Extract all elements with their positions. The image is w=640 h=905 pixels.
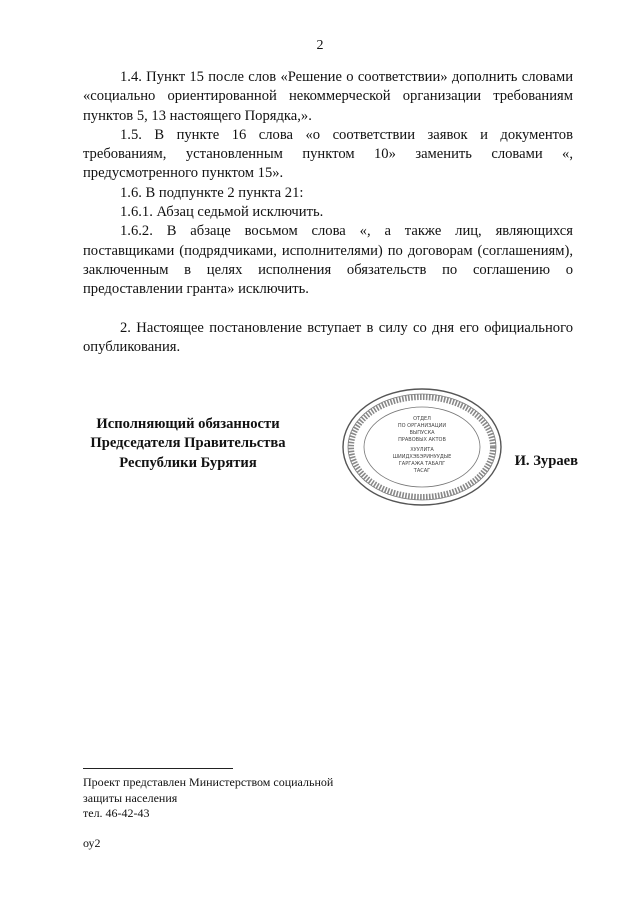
seal-text-3: ВЫПУСКА	[409, 430, 435, 436]
page-number: 2	[316, 38, 324, 53]
paragraph-1-6-1: 1.6.1. Абзац седьмой исключить.	[120, 204, 324, 221]
signatory-title-line-2: Председателя Правительства	[90, 435, 286, 452]
seal-text-8: ТАСАГ	[413, 468, 431, 474]
seal-text-4: ПРАВОВЫХ АКТОВ	[398, 437, 446, 443]
seal-text-7: ГАРГАЖА ТАБАЛГ	[398, 461, 446, 467]
footnote-phone: тел. 46-42-43	[83, 806, 150, 820]
signatory-title	[83, 415, 293, 473]
signatory-title-line-1: Исполняющий обязанности	[96, 416, 280, 432]
paragraph-1-6: 1.6. В подпункте 2 пункта 21:	[120, 184, 304, 201]
paragraph-1-5: 1.5. В пункте 16 слова «о соответствии заявок и документов требованиям, установленным пунктом 10» заменить словами «, предусмотренного пунктом 15».	[83, 126, 573, 182]
seal-text-2: ПО ОРГАНИЗАЦИИ	[397, 423, 447, 429]
footnote-line-2: защиты населения	[83, 790, 178, 805]
official-seal-stamp	[341, 387, 504, 507]
seal-text-6: ШИИДХЭБЭРИНУУДЫЕ	[392, 454, 452, 460]
document-code: оу2	[83, 836, 101, 850]
seal-text-5: ХУУЛИТА	[410, 447, 434, 453]
footnote-divider	[83, 768, 233, 769]
signer-name: И. Зураев	[514, 453, 578, 469]
footnote-line-1: Проект представлен Министерством социальной	[83, 775, 334, 789]
footnote	[83, 775, 333, 822]
paragraph-1-6-2: 1.6.2. В абзаце восьмом слова «, а также лиц, являющихся поставщиками (подрядчиками, исполнителями) по договорам (соглашениям), заключенным в целях исполнения обязательств по соглашению о предоставлении гранта» исключить.	[83, 223, 573, 298]
signatory-title-line-3: Республики Бурятия	[119, 454, 257, 471]
document-body	[83, 68, 573, 357]
paragraph-1-4: 1.4. Пункт 15 после слов «Решение о соответствии» дополнить словами «социально ориентированной некоммерческой организации требованиям пунктов 5, 13 настоящего Порядка,».	[83, 69, 573, 124]
paragraph-2: 2. Настоящее постановление вступает в силу со дня его официального опубликования.	[83, 319, 573, 355]
seal-text-1: ОТДЕЛ	[413, 416, 431, 422]
